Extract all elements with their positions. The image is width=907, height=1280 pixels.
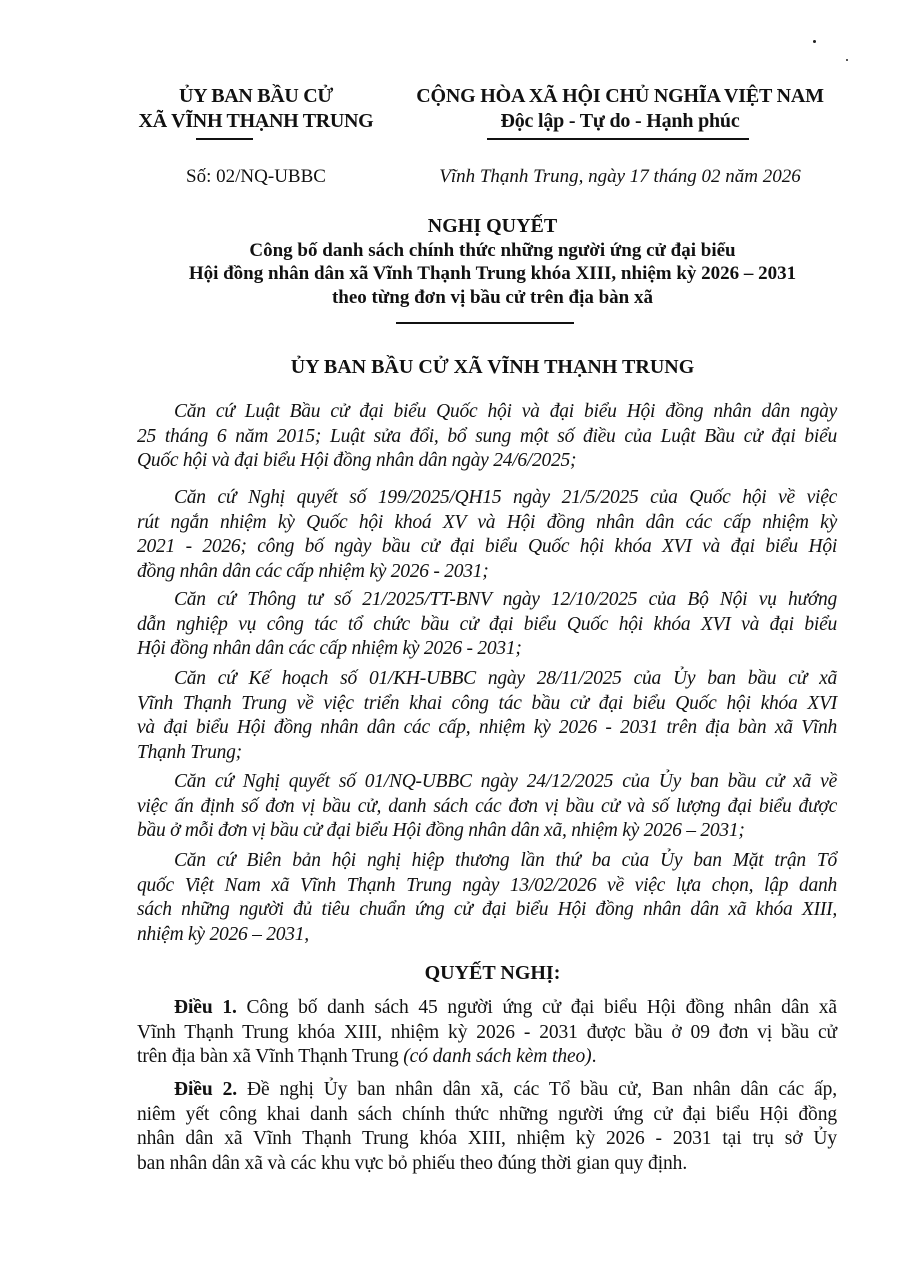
article-label: Điều 1.: [174, 997, 237, 1018]
text-line: quốc Việt Nam xã Vĩnh Thạnh Trung ngày 13/02/2026 về việc lựa chọn, lập danh: [137, 874, 837, 896]
text-line: sách những người đủ tiêu chuẩn ứng cử đại biểu Hội đồng nhân dân xã khóa XIII,: [137, 899, 837, 920]
issuing-authority: ỦY BAN BẦU CỬ XÃ VĨNH THẠNH TRUNG: [290, 356, 695, 378]
text-line: việc ấn định số đơn vị bầu cử, danh sách các đơn vị bầu cử và số lượng đại biểu được: [137, 795, 837, 817]
text-line: Căn cứ Luật Bầu cử đại biểu Quốc hội và đại biểu Hội đồng nhân dân ngày: [174, 401, 837, 422]
decision-heading: QUYẾT NGHỊ:: [424, 962, 561, 984]
article-text: Đề nghị Ủy ban nhân dân xã, các Tổ bầu cử, Ban nhân dân các ấp,: [237, 1079, 837, 1100]
legal-basis-paragraph: [137, 770, 837, 844]
attachment-note: (có danh sách kèm theo): [403, 1046, 592, 1067]
article-text: trên địa bàn xã Vĩnh Thạnh Trung: [137, 1046, 404, 1067]
text-line: Căn cứ Nghị quyết số 01/NQ-UBBC ngày 24/12/2025 của Ủy ban bầu cử xã về: [174, 771, 837, 792]
text-line: rút ngắn nhiệm kỳ Quốc hội khoá XV và Hội đồng nhân dân các cấp nhiệm kỳ: [137, 511, 837, 533]
text-line: 25 tháng 6 năm 2015; Luật sửa đổi, bổ sung một số điều của Luật Bầu cử đại biểu: [137, 425, 837, 447]
motto-underline: [487, 138, 749, 140]
text-line: [137, 1078, 837, 1103]
text-line: Hội đồng nhân dân các cấp nhiệm kỳ 2026 - 2031;: [137, 638, 522, 659]
motto: Độc lập - Tự do - Hạnh phúc: [500, 110, 740, 132]
document-title: [120, 215, 865, 309]
text-line: dẫn nghiệp vụ công tác tổ chức bầu cử đại biểu Quốc hội khóa XVI và đại biểu: [137, 613, 837, 635]
text-line: nhân dân xã Vĩnh Thạnh Trung khóa XIII, nhiệm kỳ 2026 - 2031 tại trụ sở Ủy: [137, 1128, 837, 1149]
text-line: ban nhân dân xã và các khu vực bỏ phiếu theo đúng thời gian quy định.: [137, 1152, 688, 1174]
subject-line: Hội đồng nhân dân xã Vĩnh Thạnh Trung khóa XIII, nhiệm kỳ 2026 – 2031: [188, 263, 797, 284]
article-1: [137, 996, 837, 1070]
text-line: Vĩnh Thạnh Trung khóa XIII, nhiệm kỳ 2026 - 2031 được bầu ở 09 đơn vị bầu cử: [137, 1021, 837, 1043]
document-number: Số: 02/NQ-UBBC: [186, 166, 326, 187]
legal-basis-paragraph: [137, 667, 837, 765]
article-text: Công bố danh sách 45 người ứng cử đại biểu Hội đồng nhân dân xã: [236, 997, 837, 1018]
legal-basis-paragraph: [137, 486, 837, 584]
text-line: Vĩnh Thạnh Trung về việc triển khai công tác bầu cử đại biểu Quốc hội khóa XVI: [137, 692, 837, 714]
title-underline: [396, 322, 574, 324]
text-line: niêm yết công khai danh sách chính thức những người ứng cử đại biểu Hội đồng: [137, 1103, 837, 1125]
text-line: Căn cứ Biên bản hội nghị hiệp thương lần thứ ba của Ủy ban Mặt trận Tổ: [174, 850, 837, 871]
text-line: Thạnh Trung;: [137, 741, 242, 763]
article-2: [137, 1078, 837, 1176]
text-line: Căn cứ Nghị quyết số 199/2025/QH15 ngày 21/5/2025 của Quốc hội về việc: [174, 487, 837, 508]
text-line: và đại biểu Hội đồng nhân dân các cấp, nhiệm kỳ 2026 - 2031 trên địa bàn xã Vĩnh: [137, 717, 837, 738]
subject-line: theo từng đơn vị bầu cử trên địa bàn xã: [331, 286, 653, 308]
national-motto-block: [385, 84, 855, 134]
nation-name: CỘNG HÒA XÃ HỘI CHỦ NGHĨA VIỆT NAM: [416, 85, 824, 107]
legal-basis-paragraph: [137, 588, 837, 662]
issuer-block: [120, 84, 392, 134]
text-line: 2021 - 2026; công bố ngày bầu cử đại biểu Quốc hội khóa XVI và đại biểu Hội: [137, 536, 837, 557]
article-label: Điều 2.: [174, 1079, 238, 1100]
text-line: Căn cứ Kế hoạch số 01/KH-UBBC ngày 28/11/2025 của Ủy ban bầu cử xã: [174, 668, 837, 689]
text-line: [137, 1045, 837, 1070]
text-line: nhiệm kỳ 2026 – 2031,: [137, 923, 309, 945]
issuer-line: XÃ VĨNH THẠNH TRUNG: [138, 110, 374, 132]
article-text: .: [591, 1046, 597, 1067]
place-and-date: Vĩnh Thạnh Trung, ngày 17 tháng 02 năm 2026: [439, 166, 801, 187]
document-type: NGHỊ QUYẾT: [427, 215, 558, 237]
text-line: Căn cứ Thông tư số 21/2025/TT-BNV ngày 12/10/2025 của Bộ Nội vụ hướng: [174, 589, 837, 610]
scan-speck: [846, 59, 848, 61]
text-line: [137, 996, 837, 1021]
issuer-underline: [196, 138, 253, 140]
text-line: bầu ở mỗi đơn vị bầu cử đại biểu Hội đồng nhân dân xã, nhiệm kỳ 2026 – 2031;: [137, 820, 745, 841]
legal-basis-paragraph: [137, 849, 837, 947]
legal-basis-paragraph: [137, 400, 837, 474]
subject-line: Công bố danh sách chính thức những người ứng cử đại biểu: [249, 239, 736, 261]
issuer-line: ỦY BAN BẦU CỬ: [178, 85, 334, 107]
text-line: đồng nhân dân các cấp nhiệm kỳ 2026 - 2031;: [137, 560, 489, 582]
scan-speck: [813, 40, 816, 43]
text-line: Quốc hội và đại biểu Hội đồng nhân dân ngày 24/6/2025;: [137, 450, 577, 471]
